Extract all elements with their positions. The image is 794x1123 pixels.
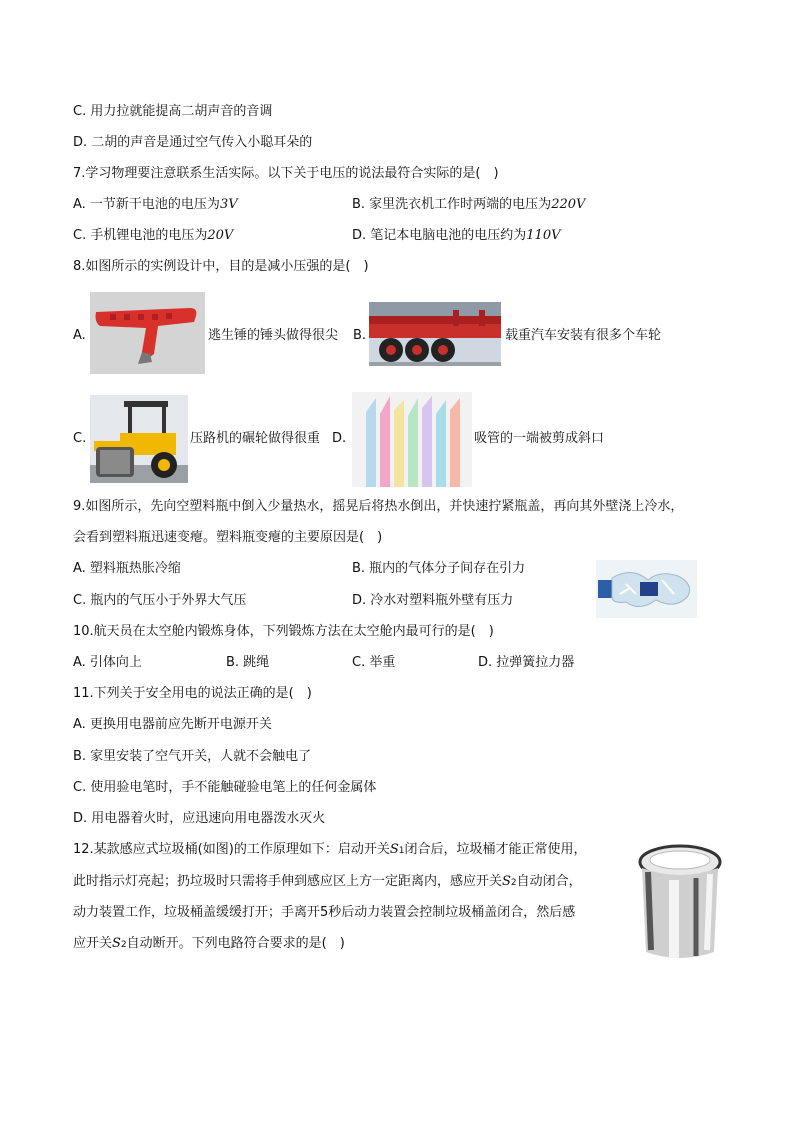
q11-option-b: B. 家里安装了空气开关，人就不会触电了 [73,749,312,764]
q7-c-text: C. 手机锂电池的电压为 [73,228,208,243]
q8-stem: 8.如图所示的实例设计中，目的是减小压强的是( ) [73,259,369,274]
q8-c-label: C. [73,431,87,446]
q7-option-c [73,227,233,245]
q8-a-text: 逃生锤的锤头做得很尖 [208,328,339,343]
q8-b-label: B. [353,328,367,343]
q7-b-value: 220V [551,197,586,212]
heavy-truck-image [369,302,501,366]
q12-stem-line1: 12.某款感应式垃圾桶(如图)的工作原理如下：启动开关S1闭合后，垃圾桶才能正常使用， [73,842,587,857]
q12-stem-line3: 动力装置工作，垃圾桶盖缓缓打开；手离开5秒后动力装置会控制垃圾桶盖闭合，然后感 [73,905,576,920]
escape-hammer-image [90,292,205,374]
q7-option-b [352,196,585,214]
q11-option-d: D. 用电器着火时，应迅速向用电器泼水灭火 [73,811,326,826]
q7-d-value: 110V [526,228,561,243]
q9-stem-line2: 会看到塑料瓶迅速变瘪。塑料瓶变瘪的主要原因是( ) [73,530,383,545]
q10-option-b: B. 跳绳 [226,655,270,670]
q8-c-text: 压路机的碾轮做得很重 [190,431,321,446]
q10-option-a: A. 引体向上 [73,655,142,670]
q10-option-c: C. 举重 [352,655,396,670]
q8-b-text: 载重汽车安装有很多个车轮 [505,328,662,343]
road-roller-image [90,395,188,483]
q7-c-value: 20V [207,228,234,243]
q9-option-b: B. 瓶内的气体分子间存在引力 [352,561,526,576]
q9-option-d: D. 冷水对塑料瓶外壁有压力 [352,593,514,608]
q6-option-c: C. 用力拉就能提高二胡声音的音调 [73,104,273,119]
q9-option-c: C. 瓶内的气压小于外界大气压 [73,593,247,608]
q12-stem-line2: 此时指示灯亮起；扔垃圾时只需将手伸到感应区上方一定距离内，感应开关S2自动闭合， [73,874,582,889]
q10-stem: 10.航天员在太空舱内锻炼身体，下列锻炼方法在太空舱内最可行的是( ) [73,624,494,639]
q7-d-text: D. 笔记本电脑电池的电压约为 [352,228,527,243]
q11-option-c: C. 使用验电笔时，手不能触碰验电笔上的任何金属体 [73,780,377,795]
sensor-trash-can-image [634,840,726,965]
q7-option-a [73,196,238,214]
q7-option-d [352,227,561,245]
q6-option-d: D. 二胡的声音是通过空气传入小聪耳朵的 [73,135,313,150]
q9-option-a: A. 塑料瓶热胀冷缩 [73,561,181,576]
q7-stem: 7.学习物理要注意联系生活实际。以下关于电压的说法最符合实际的是( ) [73,166,499,181]
q7-a-text: A. 一节新干电池的电压为 [73,197,220,212]
q12-stem-line4: 应开关S2自动断开。下列电路符合要求的是( ) [73,936,345,951]
q9-stem-line1: 9.如图所示，先向空塑料瓶中倒入少量热水，摇晃后将热水倒出，并快速拧紧瓶盖，再向其外壁浇上冷水， [73,499,684,514]
q8-d-label: D. [332,431,347,446]
drinking-straws-image [352,392,472,487]
q10-option-d: D. 拉弹簧拉力器 [478,655,575,670]
q11-stem: 11.下列关于安全用电的说法正确的是( ) [73,686,312,701]
q8-a-label: A. [73,328,86,343]
q11-option-a: A. 更换用电器前应先断开电源开关 [73,717,272,732]
q7-b-text: B. 家里洗衣机工作时两端的电压为 [352,197,552,212]
q7-a-value: 3V [219,197,238,212]
crushed-bottle-image [596,560,697,618]
q8-d-text: 吸管的一端被剪成斜口 [474,431,605,446]
